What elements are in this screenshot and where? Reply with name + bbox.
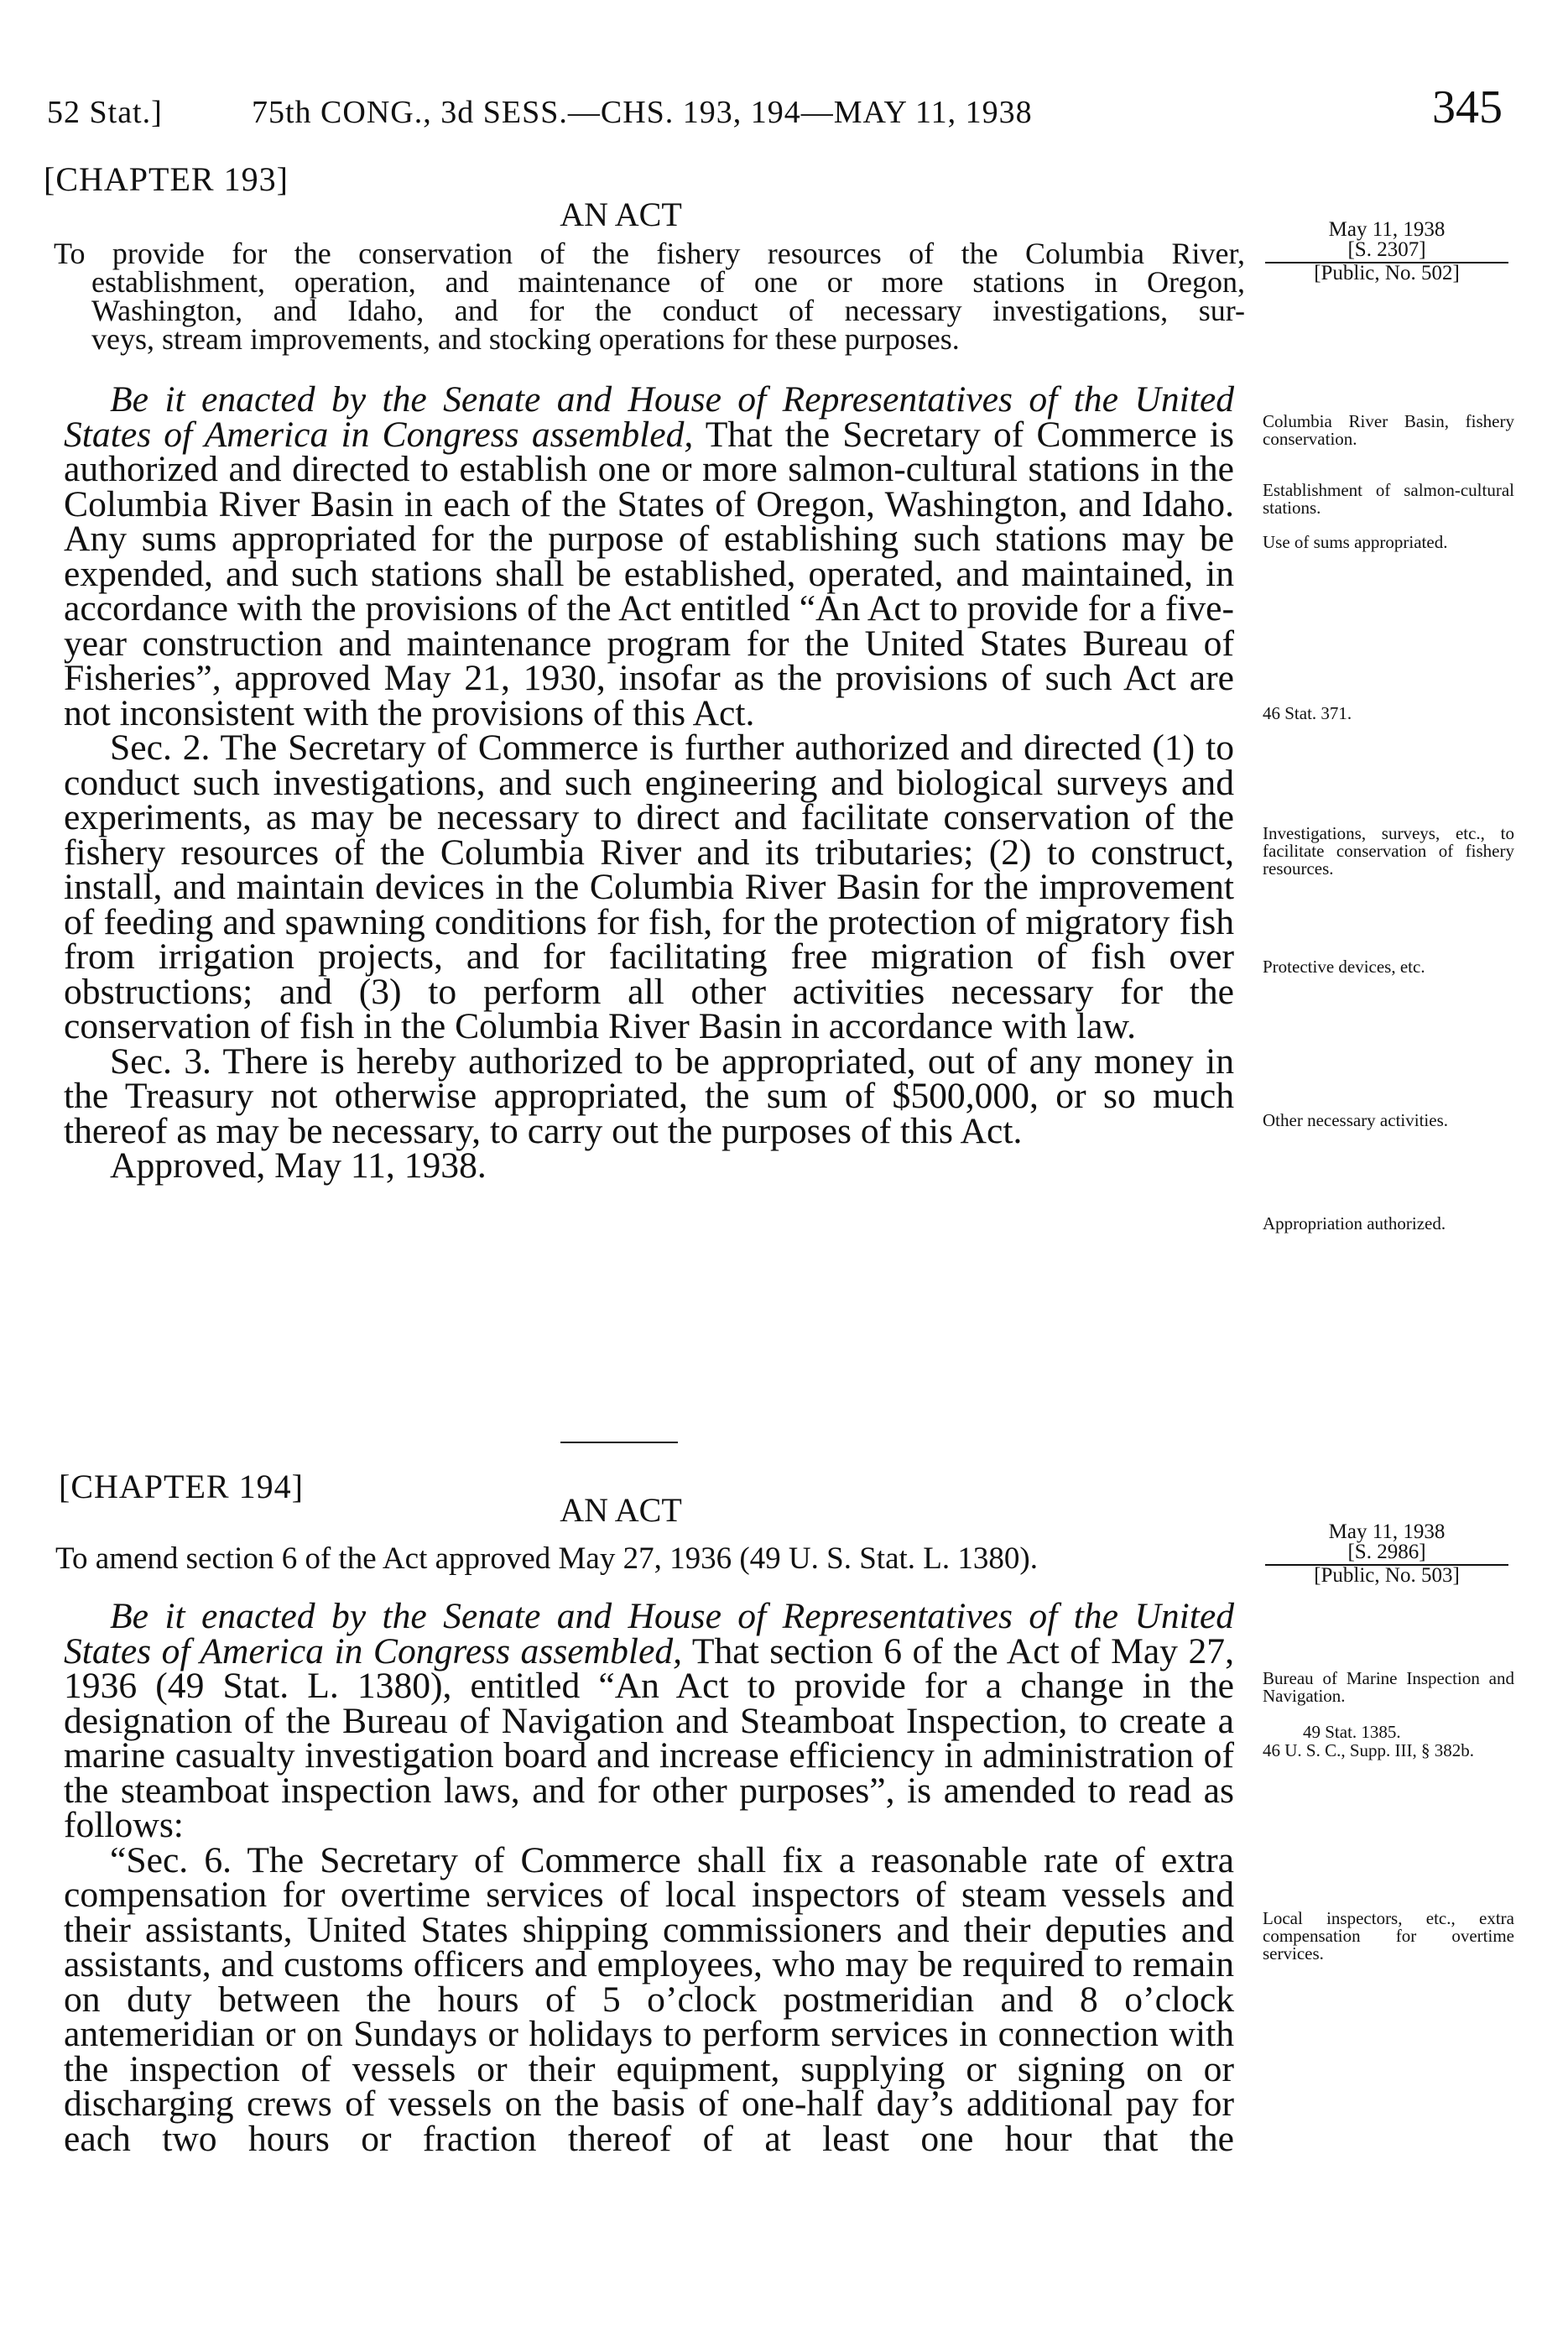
chapter-194-body xyxy=(64,1596,1234,2159)
title-line: Washington, and Idaho, and for the conduct of necessary investigations, sur- xyxy=(91,294,1245,327)
margin-note: Protective devices, etc. xyxy=(1263,957,1425,977)
section-2: Sec. 2. The Secretary of Commerce is further authorized and directed (1) to conduct such investigations, and such engineering and biological surveys and experiments, as may be necessary to direct and facilitate conservation of the fishery resources of the Columbia River and its tributaries; (2) to construct, install, and maintain devices in the Columbia River Basin for the improvement of feeding and spawning conditions for fish, for the protection of migratory fish from irrigation projects, and for facilitating free migration of fish over obstructions; and (3) to perform all other activities necessary for the conservation of fish in the Columbia River Basin in accordance with law. xyxy=(64,728,1234,1046)
margin-note: Establishment of salmon-cultural stations. xyxy=(1263,480,1514,518)
chapter-194-label: [CHAPTER 194] xyxy=(59,1468,304,1505)
title-line: establishment, operation, and maintenance of one or more stations in Oregon, xyxy=(91,265,1245,299)
margin-note: Columbia River Basin, fishery conservation. xyxy=(1263,411,1514,449)
margin-note: 46 U. S. C., Supp. III, § 382b. xyxy=(1263,1740,1475,1760)
section-text: That section 6 of the Act of May 27, 1936 (49 Stat. L. 1380), entitled “An Act to provide for a change in the designation of the Bureau of Navigation and Steamboat Inspection, to create a marine casualty investigation board and increase efficiency in administration of the steamboat inspection laws, and for other purposes”, is amended to read as follows: xyxy=(64,1630,1234,1845)
section-3: Sec. 3. There is hereby authorized to be appropriated, out of any money in the Treasury not otherwise appropriated, the sum of $500,000, or so much thereof as may be necessary, to carry out the purposes of this Act. xyxy=(64,1040,1234,1151)
enacting-clause: Be it enacted by the Senate and House of Representatives of the United States of America in Congress assembled, xyxy=(64,379,1234,455)
title-line: veys, stream improvements, and stocking operations for these purposes. xyxy=(91,322,960,356)
margin-note: Use of sums appropriated. xyxy=(1263,532,1448,552)
margin-note: Local inspectors, etc., extra compensation for overtime services. xyxy=(1263,1908,1514,1963)
public-law-number: [Public, No. 503] xyxy=(1314,1564,1460,1587)
margin-note: 49 Stat. 1385. xyxy=(1303,1722,1401,1742)
running-header-left: 52 Stat.] xyxy=(47,95,163,130)
chapter-193-heading: AN ACT xyxy=(560,196,682,233)
public-law-number: [Public, No. 502] xyxy=(1314,262,1460,284)
margin-note: Bureau of Marine Inspection and Navigation. xyxy=(1263,1668,1514,1706)
title-line: To provide for the conservation of the fishery resources of the Columbia River, xyxy=(54,237,1245,270)
chapter-194-heading: AN ACT xyxy=(560,1491,682,1529)
chapter-193-label: [CHAPTER 193] xyxy=(44,160,289,198)
margin-note: Other necessary activities. xyxy=(1263,1110,1448,1130)
section-enacting xyxy=(64,1596,1234,1845)
section-6-quoted: “Sec. 6. The Secretary of Commerce shall fix a reasonable rate of extra compensation for overtime services of local inspectors of steam vessels and their assistants, United States shipping commissioners and their deputies and assistants, and customs officers and employees, who may be required to remain on duty between the hours of 5 o’clock postmeridian and 8 o’clock antemeridian or on Sundays or holidays to perform services in connection with the inspection of vessels or their equipment, supplying or signing on or discharging crews of vessels on the basis of one-half day’s additional pay for each two hours or fraction thereof of at least one hour that the xyxy=(64,1839,1234,2159)
enacting-clause: Be it enacted by the Senate and House of Representatives of the United States of America in Congress assembled, xyxy=(64,1596,1234,1671)
approval-line: Approved, May 11, 1938. xyxy=(110,1145,487,1186)
chapter-193-title xyxy=(54,237,1245,356)
margin-note: Appropriation authorized. xyxy=(1263,1213,1446,1233)
senate-bill-number: [S. 2307] xyxy=(1347,238,1426,261)
margin-note: 46 Stat. 371. xyxy=(1263,703,1352,723)
chapter-193-body xyxy=(64,379,1234,1186)
enactment-date: May 11, 1938 xyxy=(1328,218,1446,241)
margin-note: Investigations, surveys, etc., to facilitate conservation of fishery resources. xyxy=(1263,823,1514,879)
page-number: 345 xyxy=(1432,81,1503,133)
section-1 xyxy=(64,379,1234,733)
enactment-date: May 11, 1938 xyxy=(1328,1520,1446,1543)
chapter-194-title: To amend section 6 of the Act approved May 27, 1936 (49 U. S. Stat. L. 1380). xyxy=(55,1541,1038,1576)
section-1-text: That the Secretary of Commerce is authorized and directed to establish one or more salmon-cultural stations in the Columbia River Basin in each of the States of Oregon, Washington, and Idaho. Any sums appropriated for the purpose of establishing such stations may be expended, and such stations shall be established, operated, and maintained, in accordance with the provisions of the Act entitled “An Act to provide for a five-year construction and maintenance program for the United States Bureau of Fisheries”, approved May 21, 1930, insofar as the provisions of such Act are not inconsistent with the provisions of this Act. xyxy=(64,414,1234,733)
chapter-separator xyxy=(560,1442,678,1443)
senate-bill-number: [S. 2986] xyxy=(1347,1541,1426,1563)
chapter-194-margin-notes xyxy=(1263,0,1514,2352)
running-header-center: 75th CONG., 3d SESS.—CHS. 193, 194—MAY 11, 1938 xyxy=(252,95,1033,130)
